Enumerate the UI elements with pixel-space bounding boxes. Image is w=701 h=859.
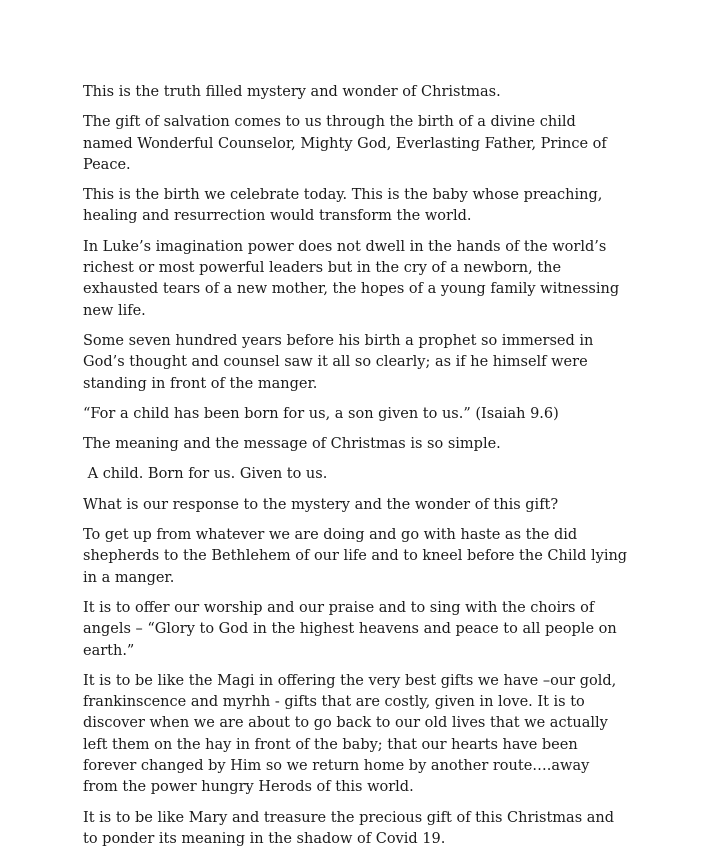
paragraph-6: “For a child has been born for us, a son given to us.” (Isaiah 9.6)	[83, 405, 559, 422]
paragraph-7: The meaning and the message of Christmas is so simple.	[83, 436, 501, 453]
paragraph-11: It is to offer our worship and our praise and to sing with the choirs of angels – “Glory to God in the highest heavens and peace to all people on earth.”	[83, 599, 622, 659]
paragraph-3: This is the birth we celebrate today. This is the baby whose preaching, healing and resurrection would transform the world.	[83, 187, 607, 225]
paragraph-13: It is to be like Mary and treasure the precious gift of this Christmas and to ponder its meaning in the shadow of Covid 19.	[83, 809, 619, 847]
sermon-text	[83, 82, 632, 859]
paragraph-2: The gift of salvation comes to us through the birth of a divine child named Wonderful Counselor, Mighty God, Everlasting Father, Prince of Peace.	[83, 114, 612, 173]
paragraph-4: In Luke’s imagination power does not dwell in the hands of the world’s richest or most powerful leaders but in the cry of a newborn, the exhausted tears of a new mother, the hopes of a young family witnessing new life.	[83, 238, 624, 319]
paragraph-8: A child. Born for us. Given to us.	[83, 466, 328, 483]
paragraph-1: This is the truth filled mystery and wonder of Christmas.	[83, 84, 501, 100]
paragraph-12: It is to be like the Magi in offering the very best gifts we have –our gold, frankinscence and myrhh - gifts that are costly, given in love. It is to discover when we are about to go back to our old lives that we actually left them on the hay in front of the baby; that our hearts have been forever changed by Him so we return home by another route….away from the power hungry Herods of this world.	[83, 672, 621, 796]
paragraph-9: What is our response to the mystery and the wonder of this gift?	[83, 496, 559, 513]
paragraph-5: Some seven hundred years before his birth a prophet so immersed in God’s thought and counsel saw it all so clearly; as if he himself were standing in front of the manger.	[83, 332, 598, 392]
paragraph-10: To get up from whatever we are doing and go with haste as the did shepherds to the Bethlehem of our life and to kneel before the Child lying in a manger.	[83, 527, 632, 586]
